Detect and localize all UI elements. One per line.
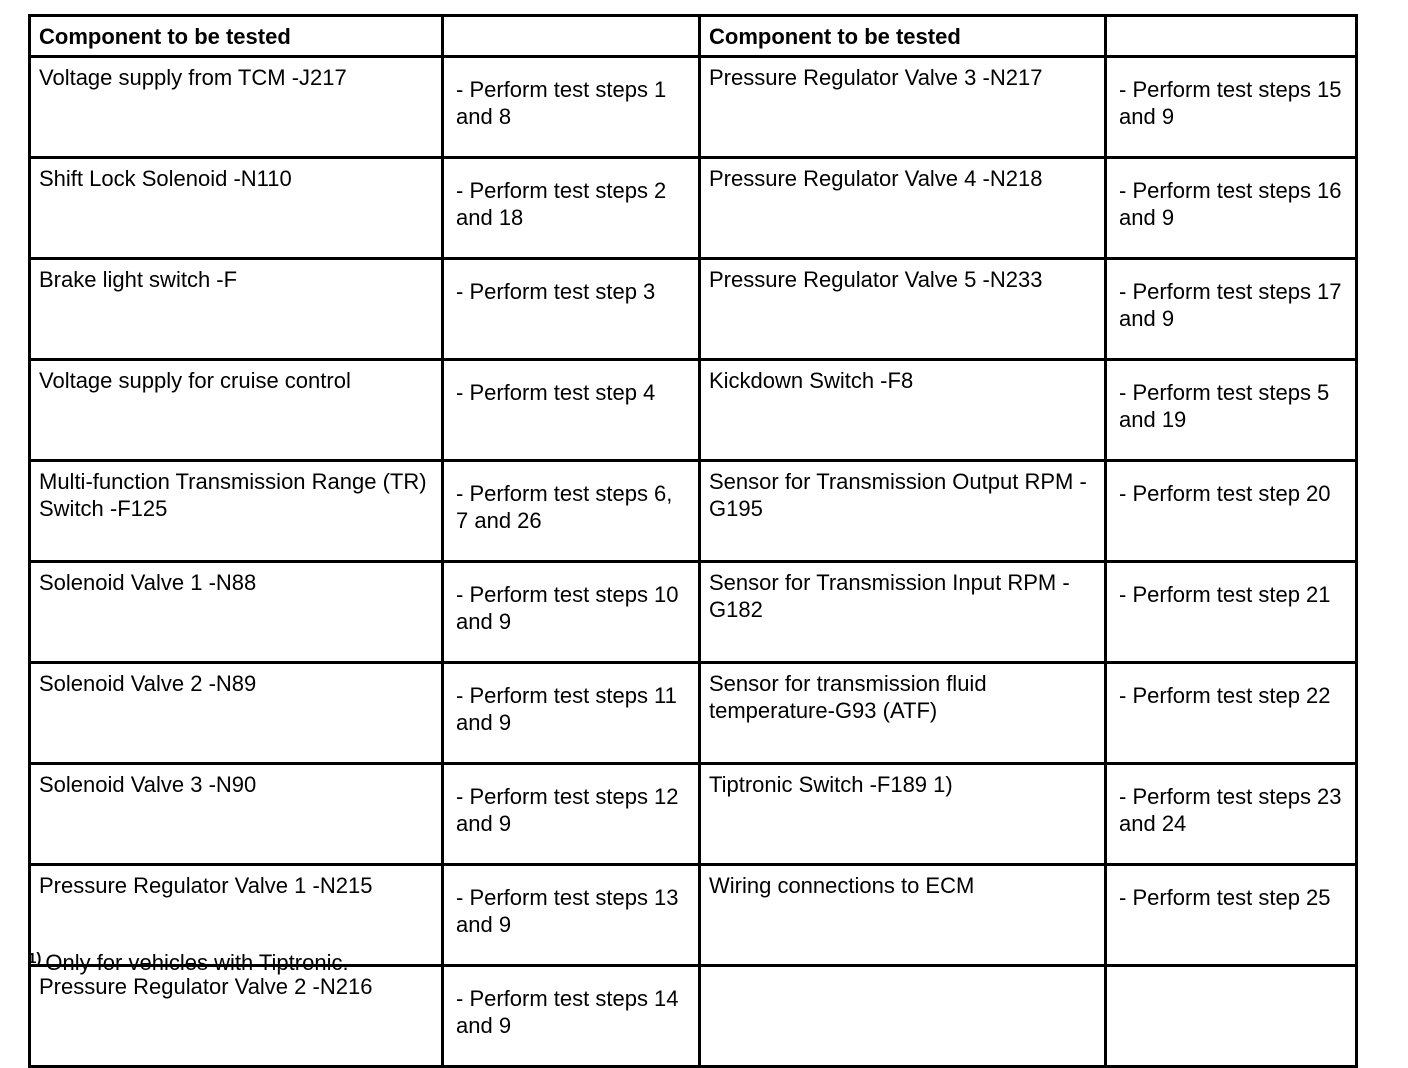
test-steps-cell: - Perform test steps 23 and 24 xyxy=(1106,764,1357,865)
component-cell: Pressure Regulator Valve 2 -N216 xyxy=(30,966,443,1067)
header-row xyxy=(30,16,1357,57)
component-cell: Solenoid Valve 2 -N89 xyxy=(30,663,443,764)
table-row xyxy=(30,764,1357,865)
test-steps-cell: - Perform test steps 5 and 19 xyxy=(1106,360,1357,461)
table-row xyxy=(30,360,1357,461)
test-steps-cell: - Perform test step 20 xyxy=(1106,461,1357,562)
component-cell: Wiring connections to ECM xyxy=(700,865,1106,966)
test-steps-cell: - Perform test steps 15 and 9 xyxy=(1106,57,1357,158)
table-row xyxy=(30,966,1357,1067)
component-cell: Shift Lock Solenoid -N110 xyxy=(30,158,443,259)
test-steps-cell: - Perform test steps 2 and 18 xyxy=(443,158,700,259)
table-row xyxy=(30,57,1357,158)
component-cell xyxy=(700,966,1106,1067)
component-cell: Brake light switch -F xyxy=(30,259,443,360)
test-steps-cell: - Perform test steps 12 and 9 xyxy=(443,764,700,865)
test-steps-cell: - Perform test steps 13 and 9 xyxy=(443,865,700,966)
test-steps-cell: - Perform test steps 11 and 9 xyxy=(443,663,700,764)
table-row xyxy=(30,663,1357,764)
component-cell: Voltage supply from TCM -J217 xyxy=(30,57,443,158)
component-cell: Sensor for Transmission Input RPM -G182 xyxy=(700,562,1106,663)
component-cell: Tiptronic Switch -F189 1) xyxy=(700,764,1106,865)
test-steps-cell: - Perform test step 4 xyxy=(443,360,700,461)
table-row xyxy=(30,562,1357,663)
test-steps-cell xyxy=(1106,966,1357,1067)
footnote-marker: 1) xyxy=(28,950,42,967)
component-cell: Pressure Regulator Valve 5 -N233 xyxy=(700,259,1106,360)
footnote xyxy=(28,948,349,978)
component-cell: Sensor for transmission fluid temperature-G93 (ATF) xyxy=(700,663,1106,764)
table-row xyxy=(30,259,1357,360)
header-component-left: Component to be tested xyxy=(30,16,443,57)
test-steps-cell: - Perform test steps 1 and 8 xyxy=(443,57,700,158)
test-steps-table xyxy=(28,14,1358,1068)
test-steps-cell: - Perform test steps 16 and 9 xyxy=(1106,158,1357,259)
header-steps-left xyxy=(443,16,700,57)
component-cell: Kickdown Switch -F8 xyxy=(700,360,1106,461)
component-cell: Solenoid Valve 3 -N90 xyxy=(30,764,443,865)
test-steps-cell: - Perform test step 3 xyxy=(443,259,700,360)
component-cell: Pressure Regulator Valve 3 -N217 xyxy=(700,57,1106,158)
test-steps-cell: - Perform test steps 17 and 9 xyxy=(1106,259,1357,360)
test-steps-cell: - Perform test steps 10 and 9 xyxy=(443,562,700,663)
component-cell: Voltage supply for cruise control xyxy=(30,360,443,461)
table-row xyxy=(30,461,1357,562)
table-row xyxy=(30,158,1357,259)
test-steps-cell: - Perform test steps 6, 7 and 26 xyxy=(443,461,700,562)
footnote-text: Only for vehicles with Tiptronic. xyxy=(45,950,349,975)
header-component-right: Component to be tested xyxy=(700,16,1106,57)
test-steps-cell: - Perform test step 22 xyxy=(1106,663,1357,764)
test-steps-cell: - Perform test step 25 xyxy=(1106,865,1357,966)
component-cell: Pressure Regulator Valve 1 -N215 xyxy=(30,865,443,966)
component-cell: Pressure Regulator Valve 4 -N218 xyxy=(700,158,1106,259)
header-steps-right xyxy=(1106,16,1357,57)
test-steps-cell: - Perform test step 21 xyxy=(1106,562,1357,663)
component-cell: Multi-function Transmission Range (TR) Switch -F125 xyxy=(30,461,443,562)
component-cell: Solenoid Valve 1 -N88 xyxy=(30,562,443,663)
component-cell: Sensor for Transmission Output RPM -G195 xyxy=(700,461,1106,562)
test-steps-cell: - Perform test steps 14 and 9 xyxy=(443,966,700,1067)
